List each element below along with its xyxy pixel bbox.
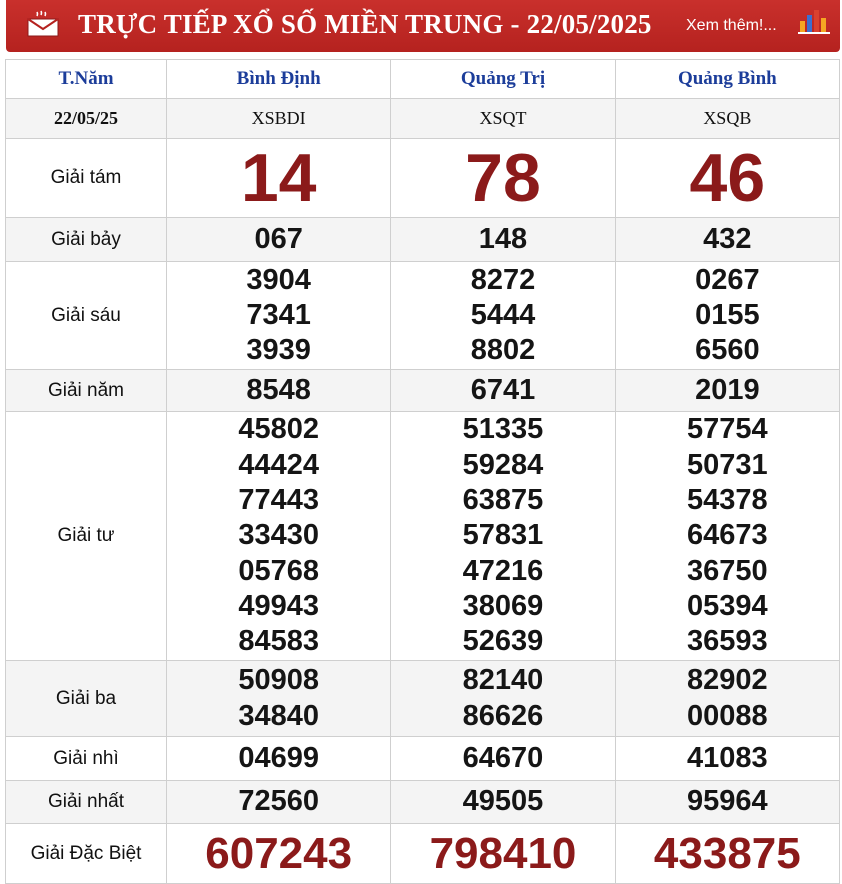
prize-number: 86626 [462, 699, 544, 732]
prize-number: 64673 [687, 519, 768, 552]
prize-number: 77443 [238, 484, 319, 517]
bar-chart-icon[interactable] [798, 7, 830, 35]
prize-number: 49943 [238, 589, 319, 622]
prize-number: 5444 [470, 298, 536, 331]
code-quang-binh: XSQB [615, 99, 839, 139]
prize-number: 49505 [462, 785, 544, 818]
prize-cell [391, 781, 615, 824]
prize-number: 798410 [429, 828, 577, 878]
prize-row-2 [6, 737, 840, 781]
prize-number: 84583 [238, 625, 319, 658]
prize-row-1 [6, 781, 840, 824]
prize-number: 0155 [695, 298, 760, 331]
prize-label: Giải nhì [6, 737, 167, 781]
prize-number: 8802 [470, 334, 536, 367]
prize-number: 6560 [695, 334, 760, 367]
prize-number: 78 [465, 140, 541, 216]
page-title: TRỰC TIẾP XỔ SỐ MIỀN TRUNG - 22/05/2025 [78, 9, 652, 39]
prize-cell [615, 262, 839, 370]
prize-number: 2019 [695, 373, 760, 406]
prize-cell [167, 661, 391, 737]
prize-cell [615, 139, 839, 218]
prize-number: 46 [689, 140, 766, 216]
prize-cell [391, 412, 615, 661]
prize-number: 95964 [687, 785, 768, 818]
prize-number: 36593 [687, 625, 768, 658]
prize-number: 34840 [238, 699, 319, 732]
prize-number: 04699 [238, 741, 319, 774]
page-header [6, 0, 840, 52]
prize-cell [391, 139, 615, 218]
prize-number: 50731 [687, 448, 768, 481]
code-binh-dinh: XSBDI [167, 99, 391, 139]
prize-row-7 [6, 218, 840, 262]
prize-number: 0267 [695, 263, 760, 296]
prize-cell [615, 737, 839, 781]
prize-number: 148 [478, 222, 528, 255]
prize-label: Giải tư [6, 412, 167, 661]
prize-number: 33430 [238, 519, 319, 552]
prize-label: Giải sáu [6, 262, 167, 370]
prize-number: 57831 [462, 519, 544, 552]
province-quang-tri[interactable]: Quảng Trị [391, 60, 615, 99]
prize-number: 82140 [462, 664, 544, 697]
prize-label: Giải nhất [6, 781, 167, 824]
prize-number: 47216 [462, 554, 544, 587]
prize-number: 41083 [687, 741, 768, 774]
prize-number: 38069 [462, 589, 544, 622]
prize-number: 067 [254, 222, 303, 255]
prize-number: 50908 [238, 664, 319, 697]
prize-cell [615, 370, 839, 412]
prize-number: 52639 [462, 625, 544, 658]
province-binh-dinh[interactable]: Bình Định [167, 60, 391, 99]
code-quang-tri: XSQT [391, 99, 615, 139]
prize-number: 3904 [246, 263, 311, 296]
prize-cell [391, 262, 615, 370]
prize-number: 64670 [462, 741, 544, 774]
prize-number: 63875 [462, 484, 544, 517]
prize-label: Giải ba [6, 661, 167, 737]
code-row [6, 99, 840, 139]
prize-row-special [6, 824, 840, 884]
prize-number: 14 [240, 140, 317, 216]
prize-cell [391, 661, 615, 737]
prize-number: 8548 [246, 373, 311, 406]
prize-cell [167, 412, 391, 661]
prize-cell [391, 370, 615, 412]
prize-row-5 [6, 370, 840, 412]
prize-number: 51335 [462, 413, 544, 446]
prize-row-3 [6, 661, 840, 737]
prize-row-8 [6, 139, 840, 218]
results-table [5, 59, 840, 884]
prize-number: 432 [703, 222, 752, 255]
prize-cell [615, 781, 839, 824]
prize-row-6 [6, 262, 840, 370]
prize-number: 72560 [238, 785, 319, 818]
prize-number: 05768 [238, 554, 319, 587]
prize-cell [167, 139, 391, 218]
prize-label: Giải bảy [6, 218, 167, 262]
prize-number: 44424 [238, 448, 319, 481]
prize-label: Giải Đặc Biệt [6, 824, 167, 884]
prize-cell [391, 218, 615, 262]
prize-number: 82902 [687, 664, 768, 697]
prize-cell [167, 370, 391, 412]
prize-number: 7341 [246, 298, 311, 331]
mail-icon [26, 10, 60, 38]
prize-number: 57754 [687, 413, 768, 446]
prize-number: 433875 [653, 828, 801, 878]
draw-date: 22/05/25 [6, 99, 167, 139]
prize-cell [615, 218, 839, 262]
prize-cell [167, 824, 391, 884]
prize-cell [167, 737, 391, 781]
see-more-link[interactable]: Xem thêm!... [686, 17, 777, 34]
prize-number: 54378 [687, 484, 768, 517]
prize-number: 59284 [462, 448, 544, 481]
prize-number: 00088 [687, 699, 768, 732]
prize-number: 3939 [246, 334, 311, 367]
province-header-row [6, 60, 840, 99]
prize-cell [615, 412, 839, 661]
prize-cell [167, 218, 391, 262]
prize-number: 6741 [470, 373, 536, 406]
prize-number: 8272 [470, 263, 536, 296]
province-quang-binh[interactable]: Quảng Bình [615, 60, 839, 99]
prize-number: 45802 [238, 413, 319, 446]
prize-label: Giải năm [6, 370, 167, 412]
weekday-cell: T.Năm [6, 60, 167, 99]
prize-cell [391, 737, 615, 781]
prize-cell [391, 824, 615, 884]
prize-number: 05394 [687, 589, 768, 622]
prize-row-4 [6, 412, 840, 661]
prize-cell [615, 824, 839, 884]
prize-number: 36750 [687, 554, 768, 587]
prize-cell [615, 661, 839, 737]
prize-cell [167, 262, 391, 370]
prize-number: 607243 [205, 828, 353, 878]
prize-cell [167, 781, 391, 824]
prize-label: Giải tám [6, 139, 167, 218]
